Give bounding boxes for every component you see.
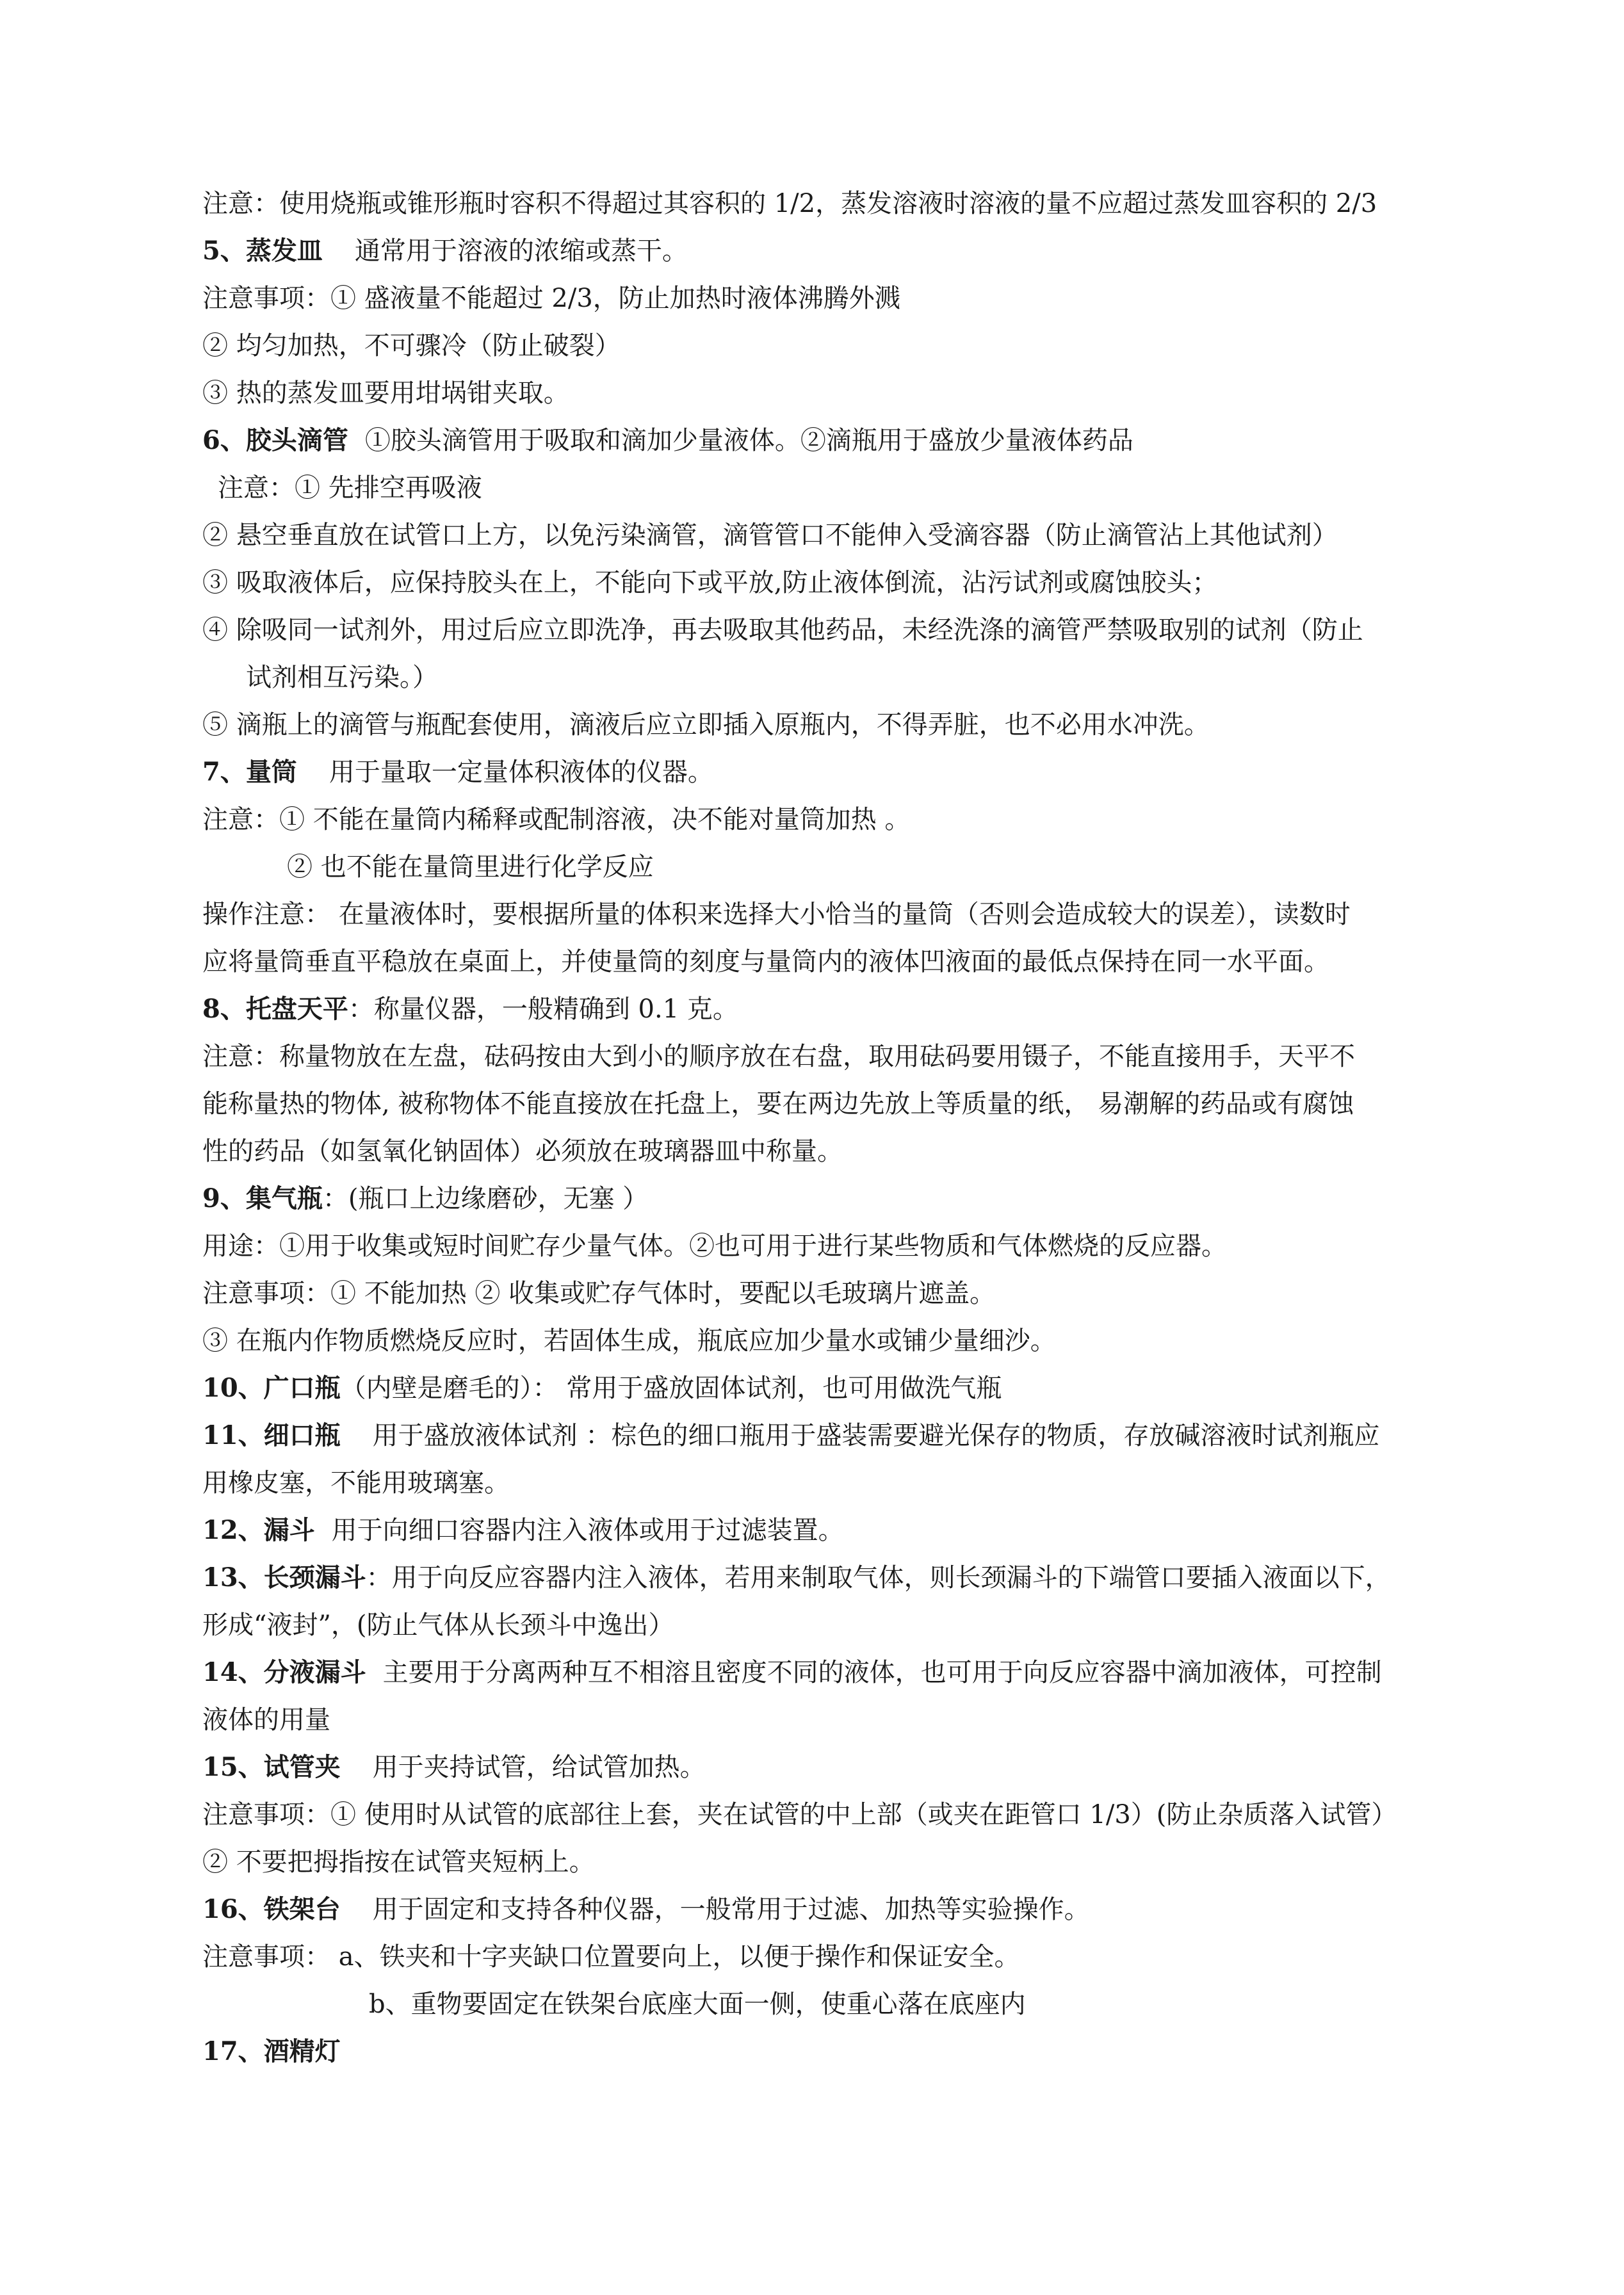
item-13-note-cont: 形成“液封”，(防止气体从长颈斗中逸出）: [202, 1610, 674, 1640]
item-9-heading: 9、集气瓶: [202, 1183, 323, 1213]
item-15-test-tube-holder: 15、试管夹 用于夹持试管，给试管加热。: [202, 1752, 706, 1782]
item-6-note-4-cont: 试剂相互污染。）: [246, 663, 438, 692]
item-5-heading: 5、蒸发皿: [202, 236, 323, 266]
item-6-note-3: ③ 吸取液体后，应保持胶头在上，不能向下或平放,防止液体倒流，沾污试剂或腐蚀胶头；: [202, 568, 1218, 597]
item-9-note-2: ③ 在瓶内作物质燃烧反应时，若固体生成，瓶底应加少量水或铺少量细沙。: [202, 1326, 1056, 1356]
item-12-funnel: 12、漏斗 用于向细口容器内注入液体或用于过滤装置。: [202, 1515, 844, 1545]
item-6-note-2: ② 悬空垂直放在试管口上方，以免污染滴管，滴管管口不能伸入受滴容器（防止滴管沾上其他试剂）: [202, 521, 1338, 550]
item-6-heading: 6、胶头滴管: [202, 425, 348, 455]
item-16-iron-stand: 16、铁架台 用于固定和支持各种仪器，一般常用于过滤、加热等实验操作。: [202, 1894, 1090, 1924]
item-7-note-1: 注意：① 不能在量筒内稀释或配制溶液，决不能对量筒加热 。: [202, 805, 911, 834]
item-16-note-a: 注意事项： a、铁夹和十字夹缺口位置要向上，以便于操作和保证安全。: [202, 1942, 1020, 1972]
item-7-operation-note-cont: 应将量筒垂直平稳放在桌面上，并使量筒的刻度与量筒内的液体凹液面的最低点保持在同一水平面。: [202, 947, 1329, 977]
item-14-heading: 14、分液漏斗: [202, 1657, 366, 1687]
item-15-note-1: 注意事项：① 使用时从试管的底部往上套，夹在试管的中上部（或夹在距管口 1/3）(防止杂质落入试管）: [202, 1800, 1397, 1829]
item-5-evaporating-dish: 5、蒸发皿 通常用于溶液的浓缩或蒸干。: [202, 236, 688, 266]
item-5-note-2: ② 均匀加热，不可骤冷（防止破裂）: [202, 331, 621, 361]
item-14-separating-funnel: 14、分液漏斗 主要用于分离两种互不相溶且密度不同的液体，也可用于向反应容器中滴加液体，可控制: [202, 1657, 1382, 1687]
item-6-note-1: 注意：① 先排空再吸液: [218, 473, 482, 503]
item-8-note-1: 注意：称量物放在左盘，砝码按由大到小的顺序放在右盘，取用砝码要用镊子，不能直接用手，天平不: [202, 1042, 1355, 1071]
item-16-heading: 16、铁架台: [202, 1894, 341, 1924]
item-9-note-1: 注意事项：① 不能加热 ② 收集或贮存气体时，要配以毛玻璃片遮盖。: [202, 1279, 996, 1308]
note-flask-volume: 注意：使用烧瓶或锥形瓶时容积不得超过其容积的 1/2，蒸发溶液时溶液的量不应超过蒸发皿容积的 2/3: [202, 189, 1377, 218]
item-14-note-cont: 液体的用量: [202, 1705, 330, 1735]
item-6-dropper: 6、胶头滴管 ①胶头滴管用于吸取和滴加少量液体。②滴瓶用于盛放少量液体药品: [202, 425, 1133, 455]
item-17-alcohol-lamp: [202, 2035, 341, 2068]
item-5-note-1: 注意事项：① 盛液量不能超过 2/3，防止加热时液体沸腾外溅: [202, 284, 900, 313]
item-8-balance: 8、托盘天平：称量仪器，一般精确到 0.1 克。: [202, 994, 738, 1024]
item-12-heading: 12、漏斗: [202, 1515, 315, 1545]
item-13-long-neck-funnel: 13、长颈漏斗：用于向反应容器内注入液体，若用来制取气体，则长颈漏斗的下端管口要插入液面以下，: [202, 1562, 1391, 1593]
item-11-heading: 11、细口瓶: [202, 1420, 341, 1450]
item-8-note-3: 性的药品（如氢氧化钠固体）必须放在玻璃器皿中称量。: [202, 1137, 843, 1166]
item-9-use: 用途：①用于收集或短时间贮存少量气体。②也可用于进行某些物质和气体燃烧的反应器。: [202, 1231, 1227, 1261]
item-10-wide-mouth-bottle: 10、广口瓶（内壁是磨毛的）： 常用于盛放固体试剂，也可用做洗气瓶: [202, 1373, 1002, 1403]
item-7-heading: 7、量筒: [202, 757, 297, 787]
item-7-operation-note: 操作注意： 在量液体时，要根据所量的体积来选择大小恰当的量筒（否则会造成较大的误差），读数时: [202, 900, 1351, 929]
item-7-measuring-cylinder: 7、量筒 用于量取一定量体积液体的仪器。: [202, 757, 713, 787]
item-13-heading: 13、长颈漏斗: [202, 1562, 366, 1593]
item-15-heading: 15、试管夹: [202, 1752, 341, 1782]
item-9-gas-jar: 9、集气瓶：(瓶口上边缘磨砂，无塞 ）: [202, 1183, 649, 1213]
item-11-note-cont: 用橡皮塞，不能用玻璃塞。: [202, 1468, 510, 1498]
item-7-note-2: ② 也不能在量筒里进行化学反应: [287, 852, 654, 882]
item-15-note-2: ② 不要把拇指按在试管夹短柄上。: [202, 1847, 595, 1877]
item-6-note-5: ⑤ 滴瓶上的滴管与瓶配套使用，滴液后应立即插入原瓶内，不得弄脏，也不必用水冲洗。: [202, 710, 1210, 740]
item-17-heading: 17、酒精灯: [202, 2036, 341, 2066]
item-10-heading: 10、广口瓶: [202, 1373, 341, 1403]
item-5-note-3: ③ 热的蒸发皿要用坩埚钳夹取。: [202, 378, 569, 408]
item-8-heading: 8、托盘天平: [202, 994, 348, 1024]
item-11-narrow-mouth-bottle: 11、细口瓶 用于盛放液体试剂 ：棕色的细口瓶用于盛装需要避光保存的物质，存放碱溶液时试剂瓶应: [202, 1420, 1380, 1450]
item-6-note-4: ④ 除吸同一试剂外，用过后应立即洗净，再去吸取其他药品，未经洗涤的滴管严禁吸取别的试剂（防止: [202, 615, 1363, 645]
item-8-note-2: 能称量热的物体, 被称物体不能直接放在托盘上，要在两边先放上等质量的纸， 易潮解的药品或有腐蚀: [202, 1089, 1354, 1119]
item-16-note-b: b、重物要固定在铁架台底座大面一侧，使重心落在底座内: [369, 1990, 1026, 2019]
